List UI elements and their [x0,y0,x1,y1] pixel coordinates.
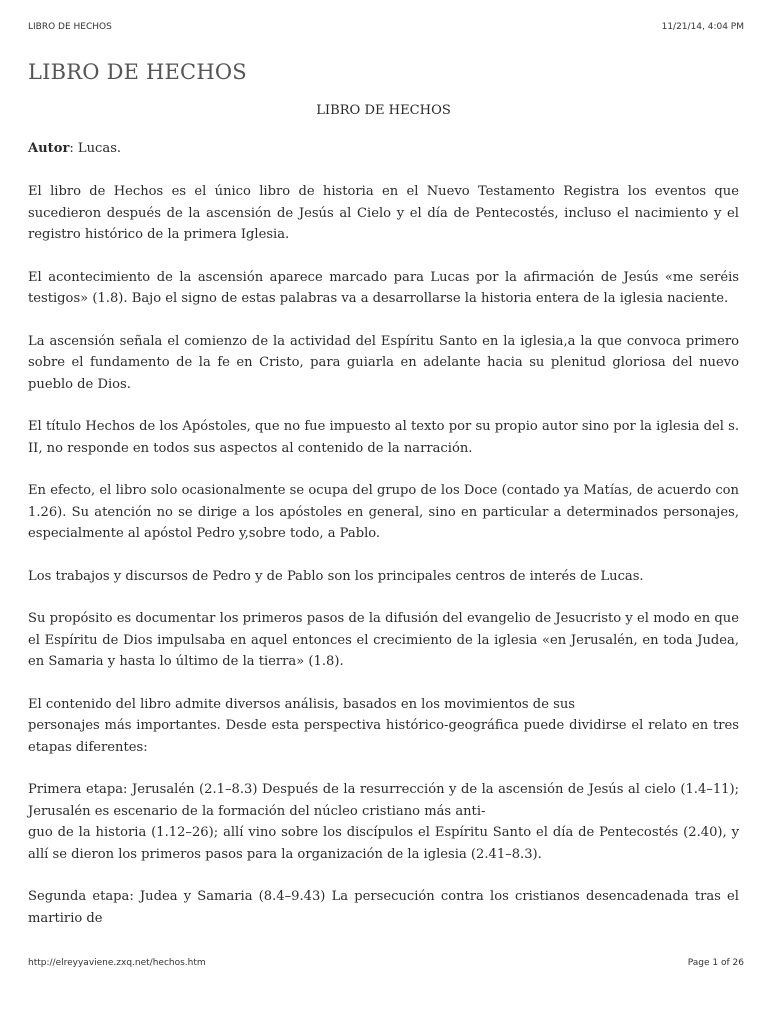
header-timestamp: 11/21/14, 4:04 PM [661,22,744,32]
page-title: LIBRO DE HECHOS [28,60,247,84]
paragraph-purpose: Su propósito es documentar los primeros pasos de la difusión del evangelio de Jesucristo y el modo en que el Espíritu de Dios impulsaba en aquel entonces el crecimiento de la iglesia «en Jerusalén, en toda Judea, en Samaria y hasta lo último de la tierra» (1.8). [28,611,739,669]
paragraph-peter-paul: Los trabajos y discursos de Pedro y de Pablo son los principales centros de interés de Lucas. [28,568,644,584]
document-heading: LIBRO DE HECHOS [316,103,451,118]
author-line [28,138,739,160]
paragraph-title: El título Hechos de los Apóstoles, que no fue impuesto al texto por su propio autor sino por la iglesia del s. II, no responde en todos sus aspectos al contenido de la narración. [28,419,739,456]
paragraph-first-stage-part-2: guo de la historia (1.12–26); allí vino sobre los discípulos el Espíritu Santo el día de Pentecostés (2.40), y allí se dieron los primeros pasos para la organización de la iglesia (2.41–8.3). [28,825,739,862]
footer-page-number: Page 1 of 26 [687,958,744,968]
footer-url: http://elreyyaviene.zxq.net/hechos.htm [28,958,206,968]
author-label: Autor [28,140,70,156]
author-value: : Lucas. [69,140,122,156]
document-body [28,100,739,929]
paragraph-first-stage [28,779,739,865]
header-doc-label: LIBRO DE HECHOS [28,22,112,32]
paragraph-holy-spirit: La ascensión señala el comienzo de la actividad del Espíritu Santo en la iglesia,a la que convoca primero sobre el fundamento de la fe en Cristo, para guiarla en adelante hacia su plenitud gloriosa del nuevo pueblo de Dios. [28,333,739,392]
paragraph-second-stage: Segunda etapa: Judea y Samaria (8.4–9.43) La persecución contra los cristianos desencadenada tras el martirio de [28,889,739,926]
print-footer [28,958,744,972]
print-header [28,22,744,36]
paragraph-analysis-line-1: El contenido del libro admite diversos análisis, basados en los movimientos de sus [28,696,575,712]
paragraph-intro: El libro de Hechos es el único libro de historia en el Nuevo Testamento Registra los eventos que sucedieron después de la ascensión de Jesús al Cielo y el día de Pentecostés, incluso el nacimiento y el registro histórico de la primera Iglesia. [28,184,739,242]
paragraph-twelve: En efecto, el libro solo ocasionalmente se ocupa del grupo de los Doce (contado ya Matías, de acuerdo con 1.26). Su atención no se dirige a los apóstoles en general, sino en particular a determinados personajes, especialmente al apóstol Pedro y,sobre todo, a Pablo. [28,483,739,541]
paragraph-analysis-line-2: personajes más importantes. Desde esta perspectiva histórico-geográfica puede dividirse el relato en tres etapas diferentes: [28,718,739,755]
paragraph-first-stage-part-1: Primera etapa: Jerusalén (2.1–8.3) Después de la resurrección y de la ascensión de Jesús al cielo (1.4–11); Jerusalén es escenario de la formación del núcleo cristiano más anti- [28,782,739,819]
paragraph-ascension: El acontecimiento de la ascensión aparece marcado para Lucas por la afirmación de Jesús «me seréis testigos» (1.8). Bajo el signo de estas palabras va a desarrollarse la historia entera de la iglesia naciente. [28,269,739,306]
paragraph-analysis [28,694,739,759]
